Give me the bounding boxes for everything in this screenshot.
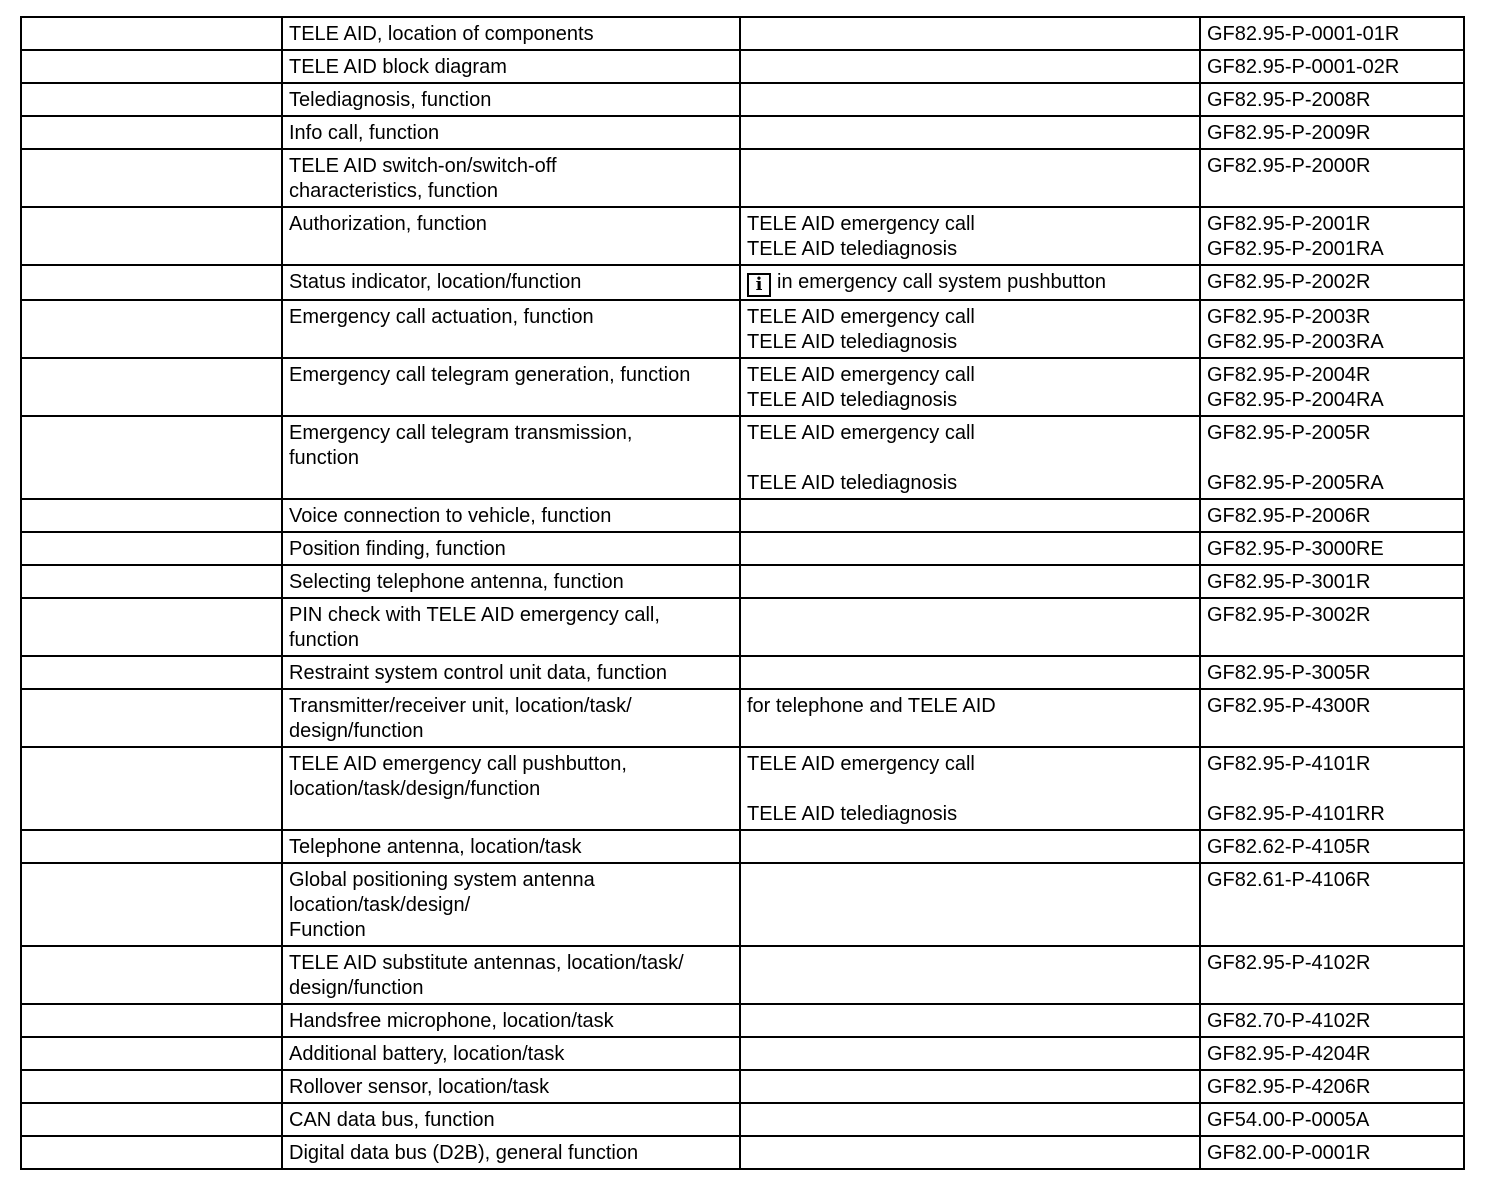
subject-line: Emergency call actuation, function (289, 306, 594, 328)
table-row (21, 689, 1464, 747)
reference-line: GF82.95-P-2005RA (1207, 472, 1384, 494)
empty-cell (21, 499, 282, 532)
reference-line: GF82.95-P-2000R (1207, 155, 1371, 177)
reference-cell (1200, 1103, 1464, 1136)
reference-cell (1200, 1136, 1464, 1169)
subject-cell (282, 207, 740, 265)
reference-line: GF82.95-P-2006R (1207, 505, 1371, 527)
notes-cell (740, 207, 1200, 265)
notes-cell (740, 149, 1200, 207)
empty-cell (21, 50, 282, 83)
reference-line: GF82.70-P-4102R (1207, 1010, 1371, 1032)
subject-line: TELE AID switch-on/switch-off (289, 155, 557, 177)
reference-line: GF82.95-P-2004RA (1207, 389, 1384, 411)
subject-line: Rollover sensor, location/task (289, 1076, 550, 1098)
table-row (21, 1070, 1464, 1103)
reference-cell (1200, 656, 1464, 689)
empty-cell (21, 946, 282, 1004)
reference-line: GF82.95-P-2004R (1207, 364, 1371, 386)
subject-line: Emergency call telegram transmission, (289, 422, 633, 444)
table-row (21, 532, 1464, 565)
note-text: in emergency call system pushbutton (777, 271, 1107, 293)
reference-line: GF82.95-P-2001RA (1207, 238, 1384, 260)
reference-line: GF82.61-P-4106R (1207, 869, 1371, 891)
reference-cell (1200, 565, 1464, 598)
empty-cell (21, 17, 282, 50)
subject-line: Selecting telephone antenna, function (289, 571, 624, 593)
notes-cell (740, 499, 1200, 532)
table-row (21, 830, 1464, 863)
table-row (21, 265, 1464, 300)
note-line: TELE AID telediagnosis (747, 472, 958, 494)
reference-cell (1200, 830, 1464, 863)
table-row (21, 358, 1464, 416)
subject-line: Handsfree microphone, location/task (289, 1010, 614, 1032)
reference-cell (1200, 265, 1464, 300)
table-row (21, 17, 1464, 50)
line-spacer (747, 777, 1193, 802)
empty-cell (21, 565, 282, 598)
reference-cell (1200, 300, 1464, 358)
reference-cell (1200, 83, 1464, 116)
reference-cell (1200, 207, 1464, 265)
subject-line: PIN check with TELE AID emergency call, (289, 604, 660, 626)
empty-cell (21, 863, 282, 946)
table-row (21, 946, 1464, 1004)
empty-cell (21, 532, 282, 565)
notes-cell (740, 358, 1200, 416)
notes-cell (740, 416, 1200, 499)
subject-cell (282, 946, 740, 1004)
reference-cell (1200, 116, 1464, 149)
subject-line: design/function (289, 977, 424, 999)
reference-cell (1200, 598, 1464, 656)
reference-cell (1200, 50, 1464, 83)
subject-line: TELE AID emergency call pushbutton, (289, 753, 627, 775)
empty-cell (21, 1070, 282, 1103)
notes-cell (740, 300, 1200, 358)
empty-cell (21, 1037, 282, 1070)
note-line: for telephone and TELE AID (747, 695, 996, 717)
reference-cell (1200, 1037, 1464, 1070)
reference-cell (1200, 747, 1464, 830)
reference-cell (1200, 863, 1464, 946)
note-line: TELE AID emergency call (747, 422, 975, 444)
empty-cell (21, 1004, 282, 1037)
subject-cell (282, 300, 740, 358)
subject-line: location/task/design/ (289, 894, 471, 916)
reference-line: GF82.95-P-3001R (1207, 571, 1371, 593)
reference-cell (1200, 1070, 1464, 1103)
reference-line: GF82.00-P-0001R (1207, 1142, 1371, 1164)
subject-cell (282, 863, 740, 946)
line-spacer (1207, 446, 1457, 471)
empty-cell (21, 300, 282, 358)
subject-cell (282, 499, 740, 532)
notes-cell (740, 1004, 1200, 1037)
reference-line: GF82.95-P-4101R (1207, 753, 1371, 775)
notes-cell (740, 1070, 1200, 1103)
reference-line: GF82.95-P-2002R (1207, 271, 1371, 293)
subject-line: Transmitter/receiver unit, location/task/ (289, 695, 632, 717)
reference-cell (1200, 416, 1464, 499)
table-row (21, 50, 1464, 83)
table-row (21, 747, 1464, 830)
subject-cell (282, 532, 740, 565)
subject-cell (282, 1136, 740, 1169)
reference-line: GF82.95-P-4102R (1207, 952, 1371, 974)
empty-cell (21, 207, 282, 265)
subject-line: TELE AID, location of components (289, 23, 594, 45)
reference-line: GF82.95-P-2001R (1207, 213, 1371, 235)
reference-cell (1200, 358, 1464, 416)
notes-cell (740, 747, 1200, 830)
reference-table (20, 16, 1465, 1170)
notes-cell (740, 265, 1200, 300)
table-row (21, 863, 1464, 946)
table-row (21, 116, 1464, 149)
reference-cell (1200, 149, 1464, 207)
reference-line: GF82.95-P-2009R (1207, 122, 1371, 144)
table-row (21, 1136, 1464, 1169)
notes-cell (740, 830, 1200, 863)
subject-line: Digital data bus (D2B), general function (289, 1142, 639, 1164)
subject-line: design/function (289, 720, 424, 742)
reference-line: GF54.00-P-0005A (1207, 1109, 1370, 1131)
subject-cell (282, 656, 740, 689)
reference-line: GF82.95-P-4300R (1207, 695, 1371, 717)
reference-line: GF82.95-P-2003R (1207, 306, 1371, 328)
subject-line: characteristics, function (289, 180, 498, 202)
empty-cell (21, 83, 282, 116)
reference-line: GF82.95-P-3002R (1207, 604, 1371, 626)
table-row (21, 565, 1464, 598)
notes-cell (740, 656, 1200, 689)
subject-cell (282, 17, 740, 50)
subject-cell (282, 116, 740, 149)
subject-cell (282, 50, 740, 83)
empty-cell (21, 149, 282, 207)
table-body (21, 17, 1464, 1169)
notes-cell (740, 50, 1200, 83)
reference-line: GF82.62-P-4105R (1207, 836, 1371, 858)
note-line: TELE AID emergency call (747, 753, 975, 775)
notes-cell (740, 863, 1200, 946)
reference-line: GF82.95-P-2005R (1207, 422, 1371, 444)
subject-cell (282, 689, 740, 747)
empty-cell (21, 358, 282, 416)
empty-cell (21, 747, 282, 830)
subject-cell (282, 598, 740, 656)
subject-line: Restraint system control unit data, function (289, 662, 667, 684)
subject-line: Authorization, function (289, 213, 487, 235)
notes-cell (740, 1136, 1200, 1169)
empty-cell (21, 656, 282, 689)
empty-cell (21, 830, 282, 863)
reference-cell (1200, 946, 1464, 1004)
table-row (21, 499, 1464, 532)
table-row (21, 416, 1464, 499)
reference-line: GF82.95-P-2008R (1207, 89, 1371, 111)
notes-cell (740, 946, 1200, 1004)
table-row (21, 300, 1464, 358)
notes-cell (740, 17, 1200, 50)
notes-cell (740, 83, 1200, 116)
reference-cell (1200, 1004, 1464, 1037)
reference-line: GF82.95-P-2003RA (1207, 331, 1384, 353)
subject-line: Position finding, function (289, 538, 506, 560)
notes-cell (740, 116, 1200, 149)
subject-line: Emergency call telegram generation, function (289, 364, 691, 386)
subject-line: TELE AID substitute antennas, location/task/ (289, 952, 684, 974)
notes-cell (740, 689, 1200, 747)
note-line: TELE AID telediagnosis (747, 389, 958, 411)
reference-cell (1200, 17, 1464, 50)
table-row (21, 1103, 1464, 1136)
subject-line: TELE AID block diagram (289, 56, 507, 78)
reference-cell (1200, 532, 1464, 565)
subject-cell (282, 1004, 740, 1037)
subject-cell (282, 565, 740, 598)
note-line: TELE AID emergency call (747, 213, 975, 235)
table-row (21, 1037, 1464, 1070)
subject-line: Additional battery, location/task (289, 1043, 565, 1065)
notes-cell (740, 565, 1200, 598)
notes-cell (740, 1103, 1200, 1136)
note-line: TELE AID emergency call (747, 306, 975, 328)
reference-line: GF82.95-P-0001-01R (1207, 23, 1400, 45)
subject-cell (282, 416, 740, 499)
notes-cell (740, 598, 1200, 656)
subject-line: Telephone antenna, location/task (289, 836, 582, 858)
reference-line: GF82.95-P-0001-02R (1207, 56, 1400, 78)
reference-line: GF82.95-P-3000RE (1207, 538, 1384, 560)
subject-line: function (289, 447, 360, 469)
reference-line: GF82.95-P-4204R (1207, 1043, 1371, 1065)
empty-cell (21, 598, 282, 656)
line-spacer (1207, 777, 1457, 802)
table-row (21, 207, 1464, 265)
notes-cell (740, 1037, 1200, 1070)
table-row (21, 83, 1464, 116)
subject-cell (282, 1070, 740, 1103)
subject-line: CAN data bus, function (289, 1109, 495, 1131)
note-line: TELE AID emergency call (747, 364, 975, 386)
table-row (21, 598, 1464, 656)
note-line: TELE AID telediagnosis (747, 803, 958, 825)
subject-cell (282, 830, 740, 863)
subject-line: Voice connection to vehicle, function (289, 505, 612, 527)
notes-cell (740, 532, 1200, 565)
empty-cell (21, 416, 282, 499)
subject-cell (282, 358, 740, 416)
note-line: TELE AID telediagnosis (747, 238, 958, 260)
note-line: TELE AID telediagnosis (747, 331, 958, 353)
line-spacer (747, 446, 1193, 471)
table-row (21, 149, 1464, 207)
reference-line: GF82.95-P-4206R (1207, 1076, 1371, 1098)
subject-cell (282, 1103, 740, 1136)
subject-cell (282, 747, 740, 830)
subject-line: Telediagnosis, function (289, 89, 492, 111)
subject-cell (282, 265, 740, 300)
subject-line: function (289, 629, 360, 651)
reference-line: GF82.95-P-3005R (1207, 662, 1371, 684)
subject-line: location/task/design/function (289, 778, 541, 800)
reference-cell (1200, 689, 1464, 747)
reference-line: GF82.95-P-4101RR (1207, 803, 1385, 825)
empty-cell (21, 1136, 282, 1169)
table-row (21, 1004, 1464, 1037)
subject-line: Info call, function (289, 122, 440, 144)
subject-cell (282, 1037, 740, 1070)
subject-line: Global positioning system antenna (289, 869, 595, 891)
empty-cell (21, 1103, 282, 1136)
subject-line: Function (289, 919, 366, 941)
empty-cell (21, 689, 282, 747)
empty-cell (21, 116, 282, 149)
subject-line: Status indicator, location/function (289, 271, 582, 293)
info-icon: i (747, 273, 771, 297)
empty-cell (21, 265, 282, 300)
reference-cell (1200, 499, 1464, 532)
table-row (21, 656, 1464, 689)
note-line (747, 270, 1193, 297)
subject-cell (282, 83, 740, 116)
subject-cell (282, 149, 740, 207)
